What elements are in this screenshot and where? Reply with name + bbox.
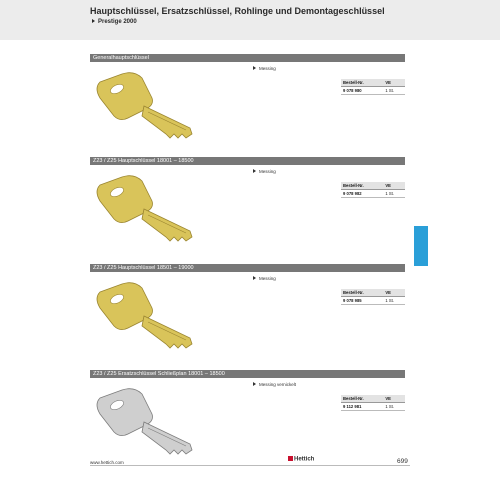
bullet-triangle-icon [253,382,256,386]
column-header-article: Bestell-Nr. [341,395,383,403]
material-note [253,66,276,71]
brand-logo [288,456,314,463]
table-header-row [341,395,405,403]
order-table [341,79,405,95]
bullet-triangle-icon [253,276,256,280]
page-title: Hauptschlüssel, Ersatzschlüssel, Rohlinge und Demontageschlüssel [90,6,385,16]
table-row [341,190,405,198]
brand-name: Hettich [294,456,315,463]
article-number: 9 112 981 [341,403,383,411]
column-header-ve: VE [383,182,405,190]
article-number: 9 078 982 [341,190,383,198]
chapter-tab [414,226,428,266]
footer-url[interactable]: www.hettich.com [90,460,124,465]
section-heading: Z23 / Z25 Ersatzschlüssel Schließplan 18001 – 18500 [90,370,405,378]
column-header-article: Bestell-Nr. [341,79,383,87]
brass-key-icon [94,278,204,358]
material-note [253,169,276,174]
footer-divider [90,465,410,466]
subtitle-text: Prestige 2000 [98,19,137,25]
table-row [341,297,405,305]
order-table [341,182,405,198]
bullet-triangle-icon [253,66,256,70]
table-header-row [341,79,405,87]
brass-key-icon [94,68,204,148]
bullet-triangle-icon [92,19,95,23]
page-number: 699 [397,458,408,465]
page-subtitle [92,19,137,25]
material-note [253,276,276,281]
section-heading: Generalhauptschlüssel [90,54,405,62]
column-header-article: Bestell-Nr. [341,289,383,297]
material-text: Messing [259,66,276,71]
article-number: 9 078 980 [341,87,383,95]
table-header-row [341,289,405,297]
table-row [341,403,405,411]
nickel-key-icon [94,384,204,464]
column-header-ve: VE [383,289,405,297]
order-table [341,395,405,411]
bullet-triangle-icon [253,169,256,173]
material-text: Messing vernickelt [259,382,297,387]
column-header-ve: VE [383,79,405,87]
material-text: Messing [259,169,276,174]
material-note [253,382,296,387]
table-header-row [341,182,405,190]
packing-unit: 1 St. [383,190,405,198]
packing-unit: 1 St. [383,87,405,95]
column-header-ve: VE [383,395,405,403]
column-header-article: Bestell-Nr. [341,182,383,190]
section-heading: Z23 / Z25 Hauptschlüssel 18001 – 18500 [90,157,405,165]
packing-unit: 1 St. [383,297,405,305]
table-row [341,87,405,95]
logo-mark-icon [288,456,293,461]
material-text: Messing [259,276,276,281]
article-number: 9 078 985 [341,297,383,305]
order-table [341,289,405,305]
brass-key-icon [94,171,204,251]
packing-unit: 1 St. [383,403,405,411]
section-heading: Z23 / Z25 Hauptschlüssel 18501 – 19000 [90,264,405,272]
